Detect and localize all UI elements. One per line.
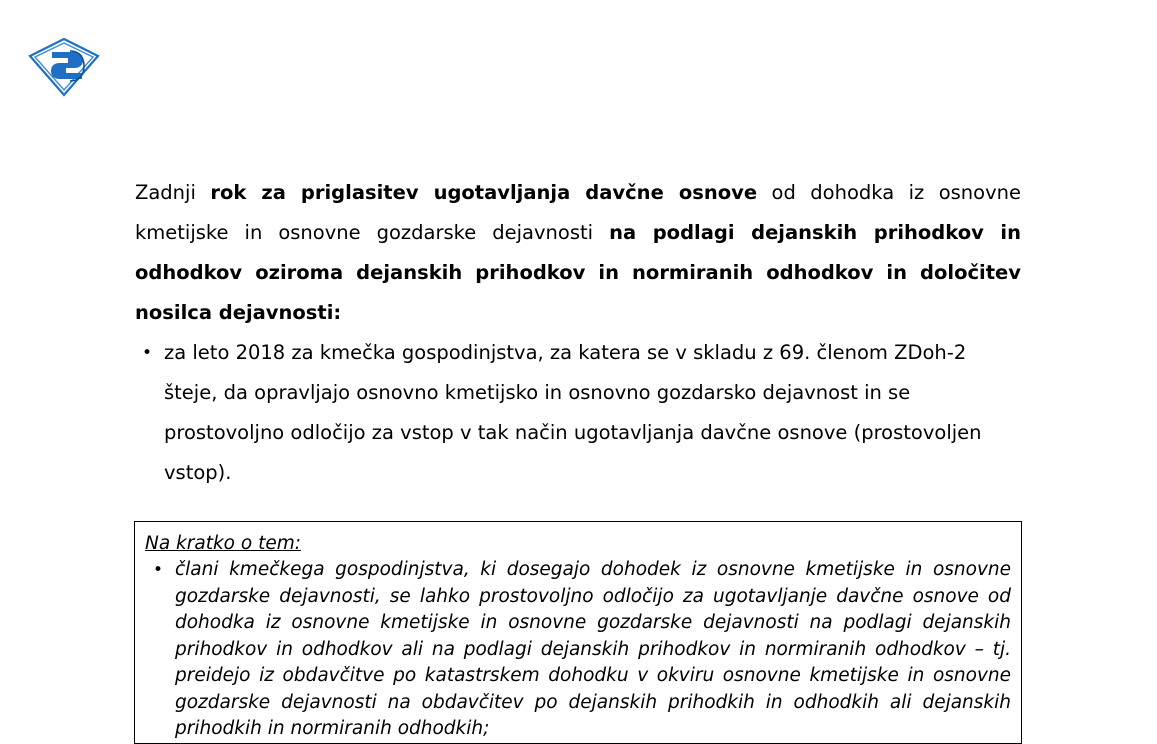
list-item xyxy=(135,333,1021,493)
bullet-list xyxy=(135,333,1021,493)
heading-seg-3: na podlagi dejanskih prihodkov in odhodkov oziroma dejanskih prihodkov in normiranih odhodkov in določitev nosilca dejavnosti: xyxy=(135,221,1021,324)
document-body xyxy=(135,173,1021,493)
company-logo xyxy=(26,36,102,98)
bullet-text: za leto 2018 za kmečka gospodinjstva, za katera se v skladu z 69. členom ZDoh-2 šteje, da opravljajo osnovno kmetijsko in osnovno gozdarsko dejavnost in se prostovoljno odločijo za vstop v tak način ugotavljanja davčne osnove (prostovoljen vstop). xyxy=(164,341,982,484)
list-item xyxy=(145,557,1011,743)
note-item-text: člani kmečkega gospodinjstva, ki dosegajo dohodek iz osnovne kmetijske in osnovne gozdarske dejavnosti, se lahko prostovoljno odločijo za ugotavljanje davčne osnove od dohodka iz osnovne kmetijske in osnovne gozdarske dejavnosti na podlagi dejanskih prihodkov in odhodkov ali na podlagi dejanskih prihodkov in normiranih odhodkov – tj. preidejo iz obdavčitve po katastrskem dohodku v okviru osnovne kmetijske in osnovne gozdarske dejavnosti na obdavčitev po dejanskih prihodkih in odhodkih ali dejanskih prihodkih in normiranih odhodkih; xyxy=(175,559,1011,739)
note-box-list xyxy=(145,557,1011,743)
note-box xyxy=(134,521,1022,744)
heading-seg-1: rok za priglasitev ugotavljanja davčne osnove xyxy=(210,181,758,204)
heading-seg-2: od dohodka iz osnovne kmetijske in osnovne gozdarske dejavnosti xyxy=(135,181,1021,244)
heading-paragraph xyxy=(135,173,1021,333)
heading-seg-0: Zadnji xyxy=(135,181,211,204)
note-box-title: Na kratko o tem: xyxy=(145,533,301,554)
